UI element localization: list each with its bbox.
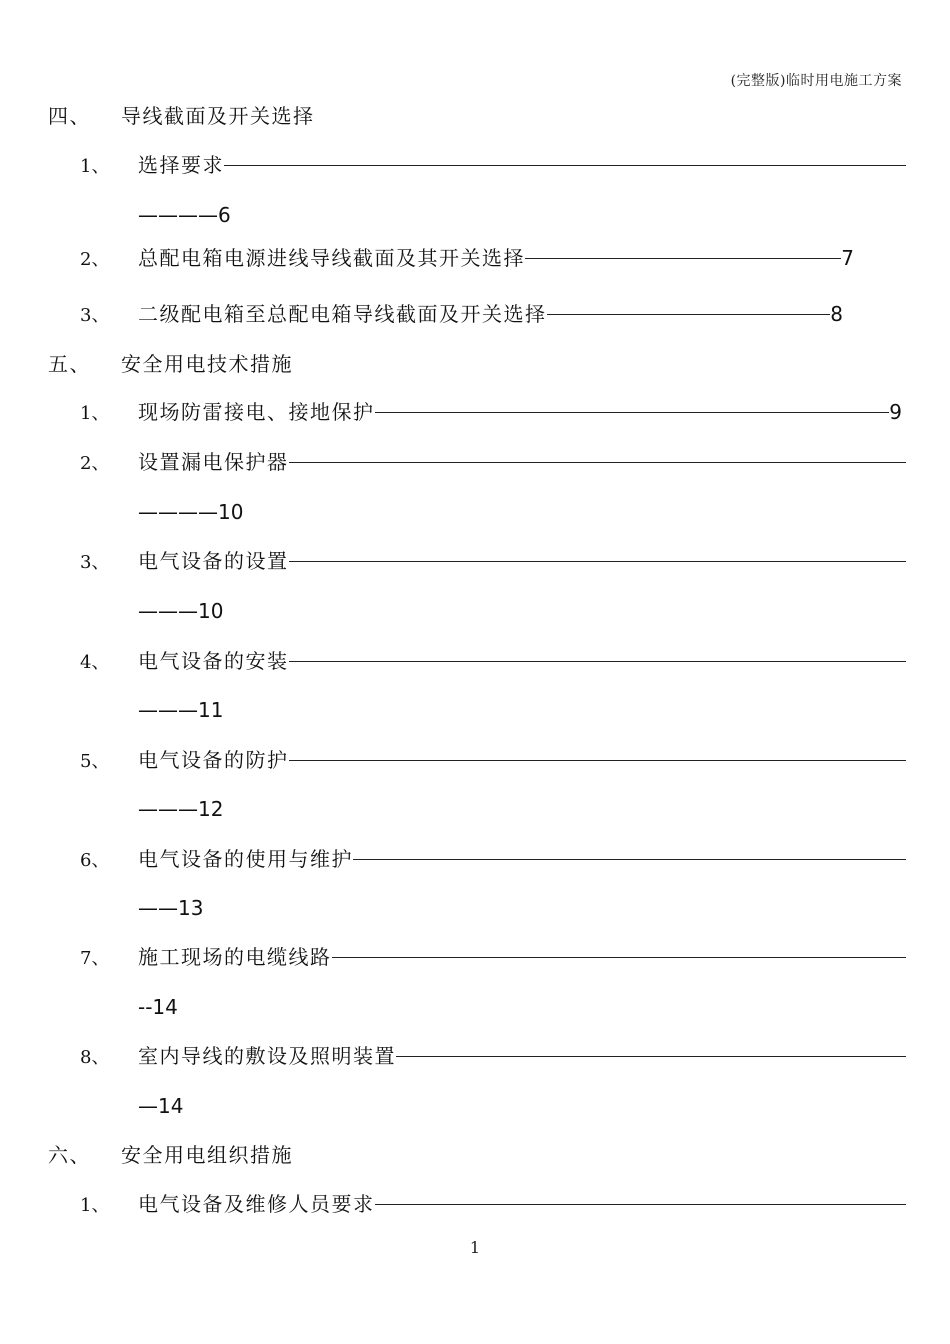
toc-entry-title: 电气设备的设置	[138, 549, 289, 573]
dot-leader	[353, 859, 906, 860]
dot-leader	[396, 1056, 906, 1057]
toc-entry-continuation: ————6	[138, 203, 231, 227]
toc-entry-title: 室内导线的敷设及照明装置	[138, 1044, 396, 1068]
toc-entry-title: 电气设备的使用与维护	[138, 847, 353, 871]
toc-entry[interactable]	[138, 246, 854, 270]
item-number: 8、	[80, 1047, 110, 1068]
item-number: 4、	[80, 652, 110, 673]
dot-leader	[332, 957, 907, 958]
item-number: 1、	[80, 1195, 110, 1216]
section-heading	[48, 104, 315, 128]
toc-entry-title: 总配电箱电源进线导线截面及其开关选择	[138, 246, 525, 270]
toc-entry[interactable]	[138, 649, 906, 673]
toc-page-number: 9	[889, 400, 902, 424]
dot-leader	[547, 314, 831, 315]
page-header: (完整版)临时用电施工方案	[730, 73, 902, 89]
dot-leader	[289, 561, 907, 562]
page-number: 1	[469, 1238, 481, 1257]
dot-leader	[375, 1204, 907, 1205]
dot-leader	[224, 165, 906, 166]
section-number: 六、	[48, 1143, 91, 1167]
toc-entry[interactable]	[138, 302, 843, 326]
toc-entry[interactable]	[138, 748, 906, 772]
toc-entry-continuation: ——13	[138, 896, 204, 920]
item-number: 3、	[80, 552, 110, 573]
section-number: 五、	[48, 352, 91, 376]
section-title: 导线截面及开关选择	[121, 104, 315, 128]
toc-entry-title: 设置漏电保护器	[138, 450, 289, 474]
dot-leader	[525, 258, 841, 259]
toc-entry[interactable]	[138, 549, 906, 573]
dot-leader	[289, 462, 907, 463]
item-number: 6、	[80, 850, 110, 871]
item-number: 5、	[80, 751, 110, 772]
toc-entry-continuation: —14	[138, 1094, 184, 1118]
toc-entry[interactable]	[138, 153, 906, 177]
toc-entry-continuation: ———10	[138, 599, 224, 623]
item-number: 2、	[80, 249, 110, 270]
toc-entry[interactable]	[138, 400, 902, 424]
toc-page-number: 8	[830, 302, 843, 326]
toc-entry-continuation: ———12	[138, 797, 224, 821]
toc-entry[interactable]	[138, 1044, 906, 1068]
dot-leader	[289, 661, 907, 662]
section-heading	[48, 352, 293, 376]
item-number: 7、	[80, 948, 110, 969]
toc-entry-continuation: ————10	[138, 500, 244, 524]
toc-entry-title: 现场防雷接电、接地保护	[138, 400, 375, 424]
toc-entry[interactable]	[138, 945, 906, 969]
toc-entry[interactable]	[138, 450, 906, 474]
section-heading	[48, 1143, 293, 1167]
toc-entry-title: 施工现场的电缆线路	[138, 945, 332, 969]
toc-page-number: 7	[841, 246, 854, 270]
toc-entry-title: 二级配电箱至总配电箱导线截面及开关选择	[138, 302, 547, 326]
item-number: 3、	[80, 305, 110, 326]
toc-entry-title: 选择要求	[138, 153, 224, 177]
toc-entry-title: 电气设备及维修人员要求	[138, 1192, 375, 1216]
toc-entry[interactable]	[138, 1192, 906, 1216]
section-number: 四、	[48, 104, 91, 128]
section-title: 安全用电技术措施	[121, 352, 293, 376]
section-title: 安全用电组织措施	[121, 1143, 293, 1167]
item-number: 1、	[80, 403, 110, 424]
toc-entry-continuation: --14	[138, 995, 178, 1019]
toc-entry-continuation: ———11	[138, 698, 224, 722]
toc-entry-title: 电气设备的安装	[138, 649, 289, 673]
item-number: 1、	[80, 156, 110, 177]
dot-leader	[289, 760, 907, 761]
item-number: 2、	[80, 453, 110, 474]
toc-entry[interactable]	[138, 847, 906, 871]
dot-leader	[375, 412, 890, 413]
toc-entry-title: 电气设备的防护	[138, 748, 289, 772]
